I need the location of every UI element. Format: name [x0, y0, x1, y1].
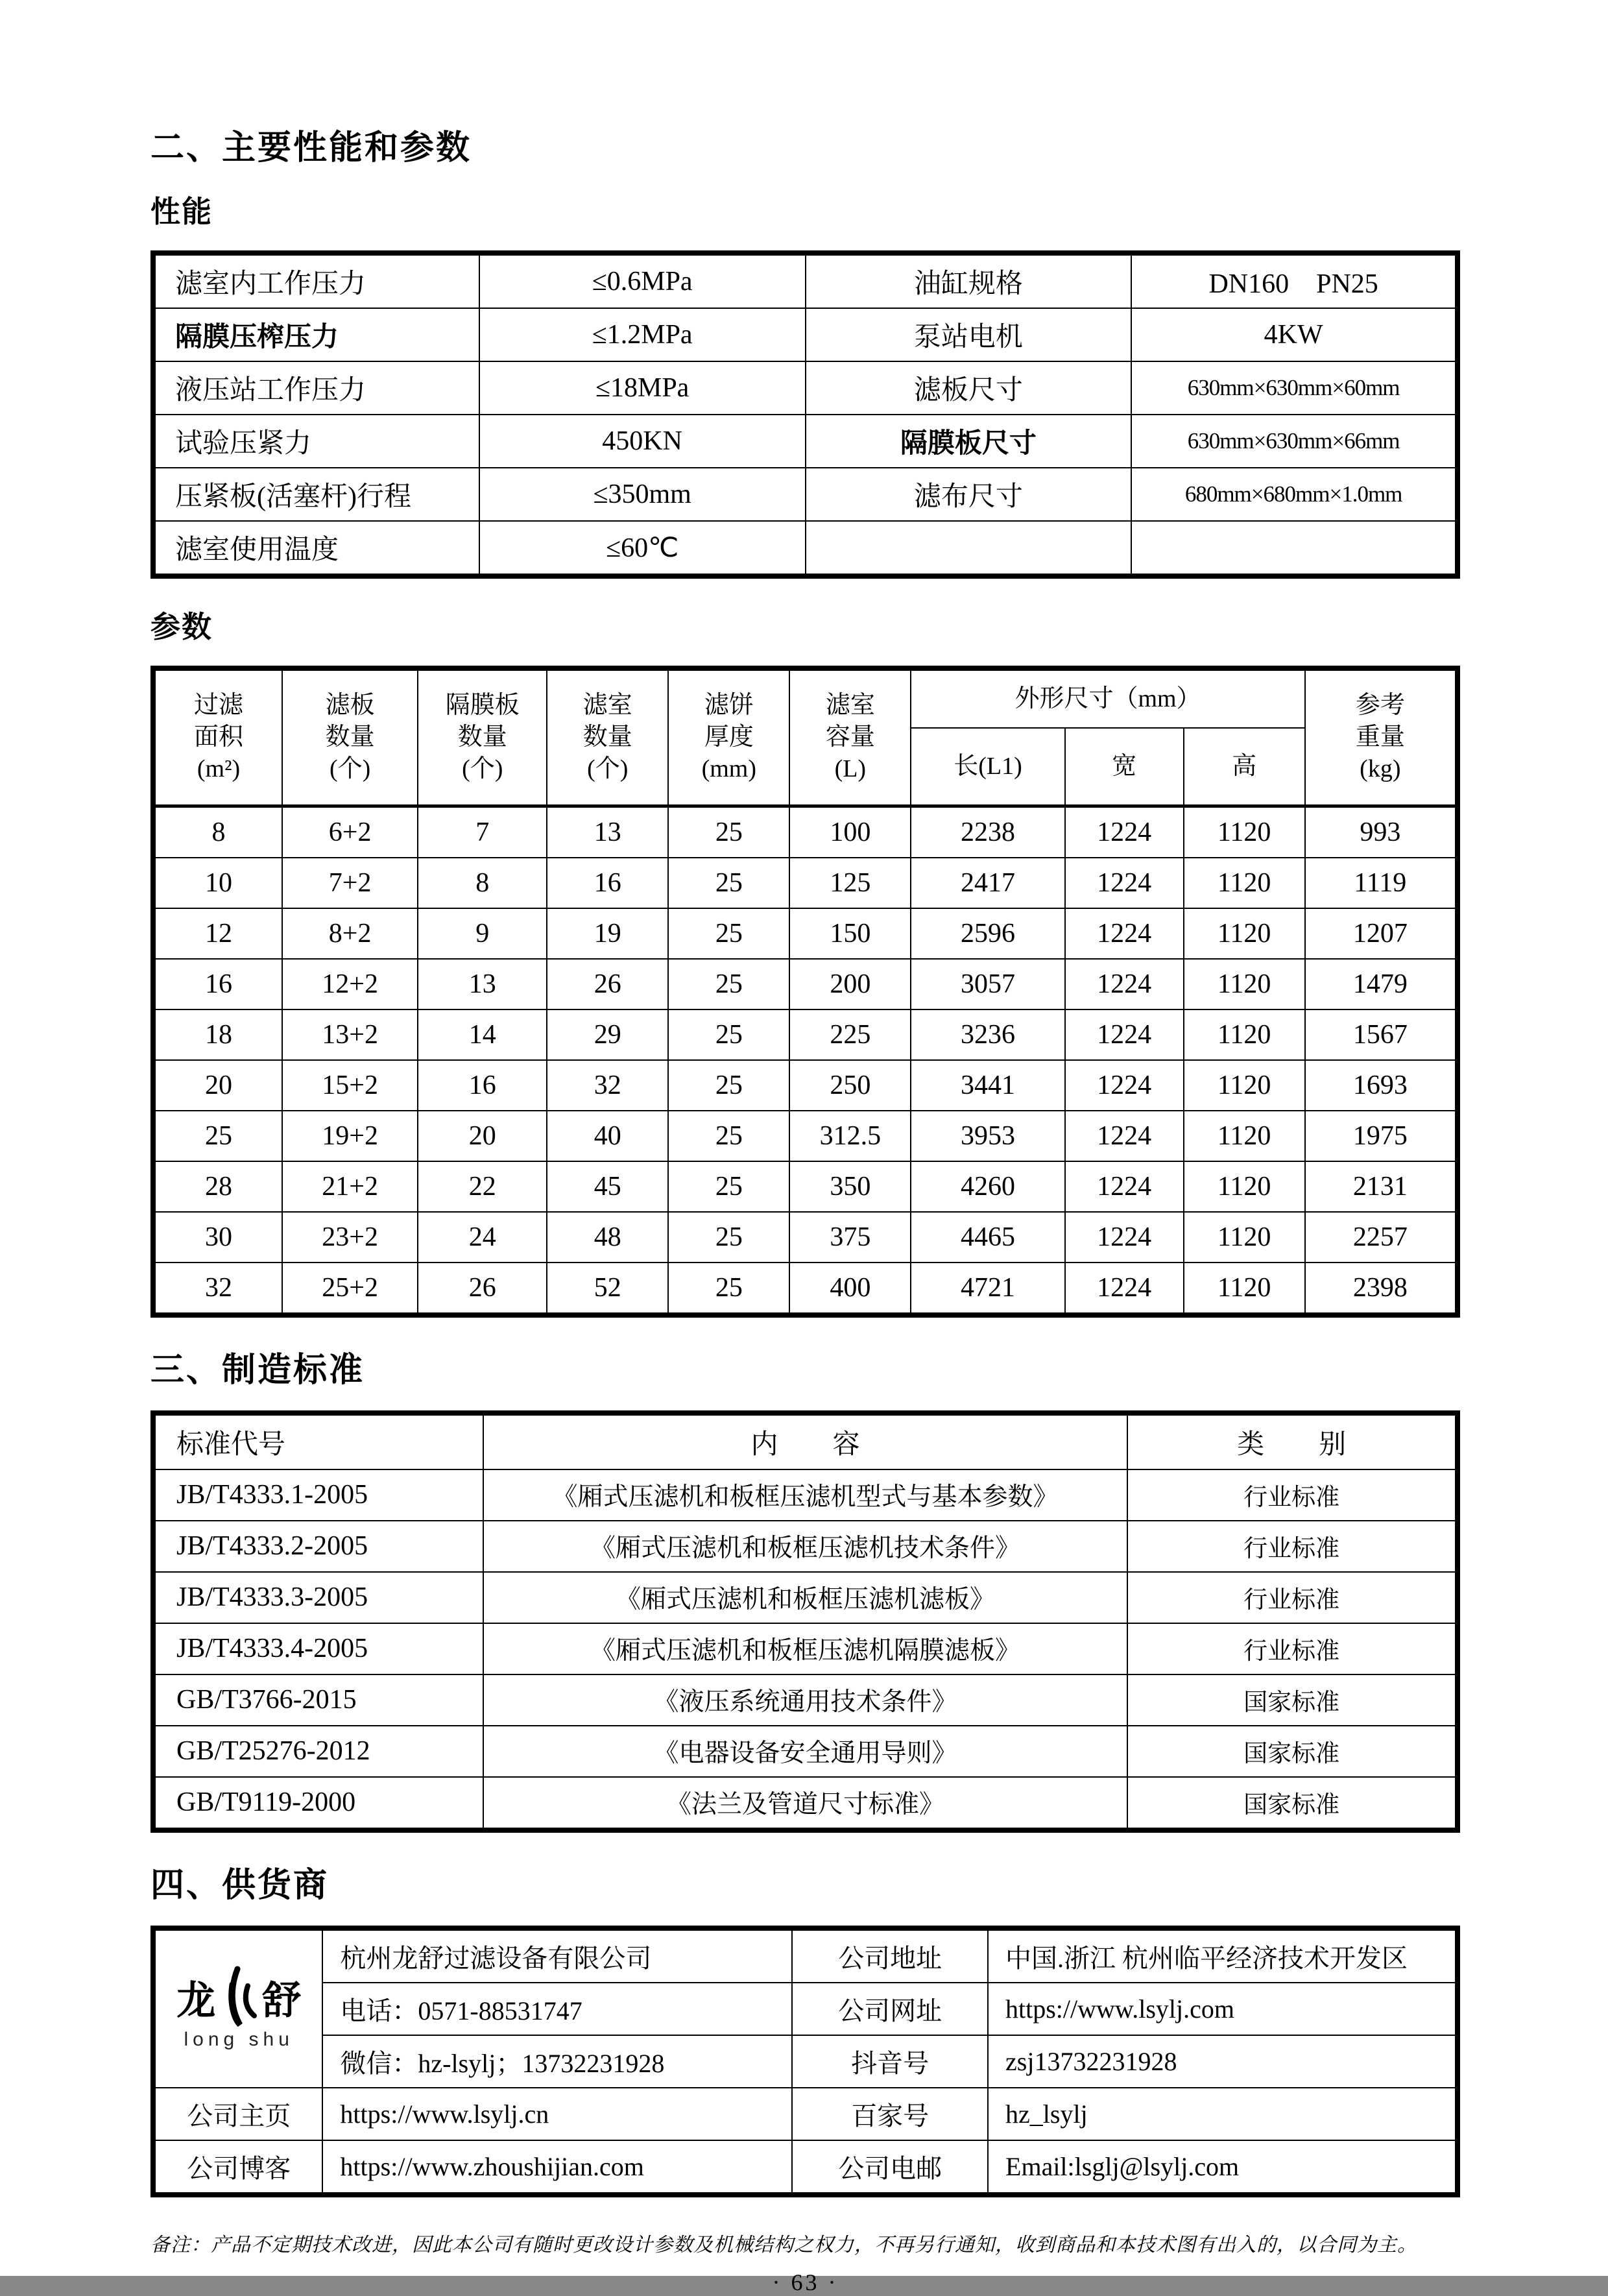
table-row [153, 1469, 1458, 1521]
table-cell: 行业标准 [1127, 1521, 1458, 1572]
table-row [153, 806, 1458, 858]
perf-value: 630mm×630mm×66mm [1131, 415, 1458, 468]
table-cell: JB/T4333.4-2005 [153, 1623, 483, 1674]
subsection-performance: 性能 [150, 195, 213, 228]
table-cell: 《液压系统通用技术条件》 [483, 1674, 1127, 1726]
table-cell: 21+2 [282, 1161, 418, 1212]
table-cell: 1120 [1184, 1263, 1305, 1315]
col-header-ref-weight: 参考 重量 (kg) [1305, 668, 1458, 806]
col-header-category: 类 别 [1127, 1413, 1458, 1469]
table-row [153, 1161, 1458, 1212]
col-header-chamber-volume: 滤室 容量 (L) [789, 668, 911, 806]
table-header-row [153, 1413, 1458, 1469]
table-cell: 16 [153, 959, 282, 1009]
table-cell: 2596 [911, 908, 1064, 959]
table-cell: 9 [418, 908, 547, 959]
table-cell: 1224 [1065, 806, 1184, 858]
table-cell: 12+2 [282, 959, 418, 1009]
perf-value: ≤18MPa [479, 361, 806, 415]
table-cell: 4260 [911, 1161, 1064, 1212]
table-cell: 350 [789, 1161, 911, 1212]
table-row [153, 1009, 1458, 1060]
parameters-table [150, 666, 1460, 1318]
page-number: · 63 · [772, 2269, 839, 2295]
table-cell: 25 [668, 806, 789, 858]
wechat-value: 微信：hz-lsylj；13732231928 [322, 2035, 792, 2088]
table-cell: 25 [153, 1111, 282, 1161]
table-row [153, 1983, 1458, 2035]
table-row [153, 1674, 1458, 1726]
table-cell: 26 [547, 959, 668, 1009]
perf-value: ≤60℃ [479, 521, 806, 576]
table-cell: 1479 [1305, 959, 1458, 1009]
table-cell: 《厢式压滤机和板框压滤机滤板》 [483, 1572, 1127, 1623]
table-cell: 45 [547, 1161, 668, 1212]
table-cell: 行业标准 [1127, 1469, 1458, 1521]
table-cell: 1224 [1065, 1212, 1184, 1263]
table-cell: 国家标准 [1127, 1726, 1458, 1777]
table-row [153, 2140, 1458, 2195]
col-header-outline-dimensions: 外形尺寸（mm） [911, 668, 1304, 728]
table-cell: 1120 [1184, 1212, 1305, 1263]
logo-char-left: 龙 [176, 1979, 216, 2022]
table-cell: 22 [418, 1161, 547, 1212]
table-cell: 24 [418, 1212, 547, 1263]
baijia-value: hz_lsylj [988, 2088, 1458, 2140]
table-cell: 7 [418, 806, 547, 858]
table-cell: 18 [153, 1009, 282, 1060]
table-cell: 25 [668, 1263, 789, 1315]
col-header-chamber-count: 滤室 数量 (个) [547, 668, 668, 806]
col-header-cake-thickness: 滤饼 厚度 (mm) [668, 668, 789, 806]
company-logo [153, 1928, 322, 2088]
table-cell: 4721 [911, 1263, 1064, 1315]
table-cell: 1224 [1065, 1263, 1184, 1315]
table-cell: 23+2 [282, 1212, 418, 1263]
table-cell: 行业标准 [1127, 1623, 1458, 1674]
perf-value: 450KN [479, 415, 806, 468]
table-row [153, 253, 1458, 308]
table-cell: 1224 [1065, 858, 1184, 908]
table-cell: 13 [547, 806, 668, 858]
supplier-table [150, 1926, 1460, 2197]
table-row [153, 361, 1458, 415]
table-cell: 1224 [1065, 908, 1184, 959]
col-header-height: 高 [1184, 728, 1305, 806]
table-cell: 1119 [1305, 858, 1458, 908]
table-cell: 25 [668, 1212, 789, 1263]
table-cell: 国家标准 [1127, 1777, 1458, 1830]
logo-char-right: 舒 [262, 1979, 302, 2022]
table-cell: 4465 [911, 1212, 1064, 1263]
table-cell: 28 [153, 1161, 282, 1212]
table-cell: 1224 [1065, 959, 1184, 1009]
baijia-label: 百家号 [792, 2088, 988, 2140]
logo-romanization: long shu [184, 2029, 294, 2050]
table-row [153, 1623, 1458, 1674]
phone-value: 电话：0571-88531747 [322, 1983, 792, 2035]
table-cell: JB/T4333.2-2005 [153, 1521, 483, 1572]
longshu-brush-stroke-icon [218, 1966, 259, 2029]
table-cell: 1120 [1184, 959, 1305, 1009]
table-cell: 125 [789, 858, 911, 908]
table-cell: 《电器设备安全通用导则》 [483, 1726, 1127, 1777]
table-cell: 13+2 [282, 1009, 418, 1060]
table-cell: 10 [153, 858, 282, 908]
table-cell: 8 [418, 858, 547, 908]
table-cell: 《厢式压滤机和板框压滤机型式与基本参数》 [483, 1469, 1127, 1521]
douyin-label: 抖音号 [792, 2035, 988, 2088]
table-cell: GB/T9119-2000 [153, 1777, 483, 1830]
perf-value: 680mm×680mm×1.0mm [1131, 468, 1458, 521]
perf-label: 滤室内工作压力 [153, 253, 479, 308]
table-row [153, 1777, 1458, 1830]
table-row [153, 415, 1458, 468]
table-cell: 3953 [911, 1111, 1064, 1161]
col-header-standard-code: 标准代号 [153, 1413, 483, 1469]
table-cell: 250 [789, 1060, 911, 1111]
table-cell: 《法兰及管道尺寸标准》 [483, 1777, 1127, 1830]
section-title-main: 二、主要性能和参数 [150, 130, 472, 167]
table-row [153, 1212, 1458, 1263]
table-cell: 29 [547, 1009, 668, 1060]
perf-label: 滤布尺寸 [806, 468, 1132, 521]
performance-table [150, 250, 1460, 579]
website-value: https://www.lsylj.com [988, 1983, 1458, 2035]
table-cell: 15+2 [282, 1060, 418, 1111]
table-cell: 25 [668, 1111, 789, 1161]
table-row [153, 959, 1458, 1009]
footer-note: 备注：产品不定期技术改进，因此本公司有随时更改设计参数及机械结构之权力，不再另行通知，收到商品和本技术图有出入的，以合同为主。 [150, 2234, 1417, 2256]
perf-value [1131, 521, 1458, 576]
table-cell: 25 [668, 908, 789, 959]
table-cell: 52 [547, 1263, 668, 1315]
table-cell: 1120 [1184, 1161, 1305, 1212]
blog-value: https://www.zhoushijian.com [322, 2140, 792, 2195]
table-cell: 20 [418, 1111, 547, 1161]
table-row [153, 1263, 1458, 1315]
table-cell: 《厢式压滤机和板框压滤机隔膜滤板》 [483, 1623, 1127, 1674]
table-cell: 1120 [1184, 908, 1305, 959]
table-cell: 16 [418, 1060, 547, 1111]
email-value: Email:lsglj@lsylj.com [988, 2140, 1458, 2195]
table-cell: 25 [668, 1161, 789, 1212]
table-cell: 1120 [1184, 1060, 1305, 1111]
table-cell: 国家标准 [1127, 1674, 1458, 1726]
table-cell: 2131 [1305, 1161, 1458, 1212]
table-cell: 1693 [1305, 1060, 1458, 1111]
table-cell: 30 [153, 1212, 282, 1263]
table-cell: 1567 [1305, 1009, 1458, 1060]
blog-label: 公司博客 [153, 2140, 322, 2195]
table-cell: 8 [153, 806, 282, 858]
homepage-label: 公司主页 [153, 2088, 322, 2140]
perf-label: 试验压紧力 [153, 415, 479, 468]
table-cell: 1224 [1065, 1161, 1184, 1212]
table-cell: GB/T25276-2012 [153, 1726, 483, 1777]
table-row [153, 908, 1458, 959]
table-row [153, 1928, 1458, 1983]
table-cell: 32 [547, 1060, 668, 1111]
table-row [153, 308, 1458, 361]
table-cell: 12 [153, 908, 282, 959]
table-cell: 3057 [911, 959, 1064, 1009]
table-cell: 375 [789, 1212, 911, 1263]
company-name: 杭州龙舒过滤设备有限公司 [322, 1928, 792, 1983]
table-cell: 《厢式压滤机和板框压滤机技术条件》 [483, 1521, 1127, 1572]
perf-label: 液压站工作压力 [153, 361, 479, 415]
perf-value: 4KW [1131, 308, 1458, 361]
table-cell: 行业标准 [1127, 1572, 1458, 1623]
perf-label: 油缸规格 [806, 253, 1132, 308]
perf-value: ≤0.6MPa [479, 253, 806, 308]
perf-value: ≤1.2MPa [479, 308, 806, 361]
table-row [153, 2035, 1458, 2088]
perf-label: 滤板尺寸 [806, 361, 1132, 415]
table-cell: 1224 [1065, 1111, 1184, 1161]
table-cell: 2238 [911, 806, 1064, 858]
douyin-value: zsj13732231928 [988, 2035, 1458, 2088]
section-title-supplier: 四、供货商 [150, 1867, 330, 1904]
table-cell: 1975 [1305, 1111, 1458, 1161]
parameters-table-body [153, 806, 1458, 1315]
table-cell: 25+2 [282, 1263, 418, 1315]
table-cell: 1120 [1184, 858, 1305, 908]
subsection-params: 参数 [150, 610, 213, 644]
table-cell: 1120 [1184, 1111, 1305, 1161]
perf-label: 隔膜板尺寸 [806, 415, 1132, 468]
table-cell: 25 [668, 1009, 789, 1060]
col-header-membrane-plate-count: 隔膜板 数量 (个) [418, 668, 547, 806]
table-cell: 25 [668, 858, 789, 908]
col-header-plate-count: 滤板 数量 (个) [282, 668, 418, 806]
table-cell: 14 [418, 1009, 547, 1060]
perf-label: 滤室使用温度 [153, 521, 479, 576]
section-title-standards: 三、制造标准 [150, 1351, 365, 1389]
table-row [153, 521, 1458, 576]
table-cell: 1120 [1184, 1009, 1305, 1060]
table-cell: 7+2 [282, 858, 418, 908]
table-cell: 19+2 [282, 1111, 418, 1161]
table-cell: 25 [668, 959, 789, 1009]
table-row [153, 468, 1458, 521]
table-cell: 48 [547, 1212, 668, 1263]
table-cell: 8+2 [282, 908, 418, 959]
table-cell: 13 [418, 959, 547, 1009]
table-cell: 2417 [911, 858, 1064, 908]
standards-table [150, 1410, 1460, 1833]
table-cell: 312.5 [789, 1111, 911, 1161]
table-row [153, 1572, 1458, 1623]
table-cell: 1207 [1305, 908, 1458, 959]
table-row [153, 1521, 1458, 1572]
table-cell: 40 [547, 1111, 668, 1161]
perf-label: 泵站电机 [806, 308, 1132, 361]
table-cell: 100 [789, 806, 911, 858]
table-row [153, 858, 1458, 908]
table-cell: 400 [789, 1263, 911, 1315]
table-cell: 25 [668, 1060, 789, 1111]
table-cell: 2398 [1305, 1263, 1458, 1315]
table-row [153, 1060, 1458, 1111]
table-cell: 1224 [1065, 1060, 1184, 1111]
email-label: 公司电邮 [792, 2140, 988, 2195]
col-header-content: 内 容 [483, 1413, 1127, 1469]
table-cell: JB/T4333.1-2005 [153, 1469, 483, 1521]
perf-value: ≤350mm [479, 468, 806, 521]
perf-label [806, 521, 1132, 576]
table-row [153, 2088, 1458, 2140]
table-cell: 993 [1305, 806, 1458, 858]
website-label: 公司网址 [792, 1983, 988, 2035]
table-cell: 26 [418, 1263, 547, 1315]
table-cell: GB/T3766-2015 [153, 1674, 483, 1726]
table-cell: 3441 [911, 1060, 1064, 1111]
table-cell: 1120 [1184, 806, 1305, 858]
table-cell: 16 [547, 858, 668, 908]
standards-table-body [153, 1469, 1458, 1830]
table-cell: JB/T4333.3-2005 [153, 1572, 483, 1623]
col-header-length: 长(L1) [911, 728, 1064, 806]
table-cell: 3236 [911, 1009, 1064, 1060]
table-cell: 32 [153, 1263, 282, 1315]
table-cell: 20 [153, 1060, 282, 1111]
table-cell: 6+2 [282, 806, 418, 858]
table-cell: 150 [789, 908, 911, 959]
table-row [153, 1111, 1458, 1161]
perf-label: 隔膜压榨压力 [153, 308, 479, 361]
col-header-filter-area: 过滤 面积 (m²) [153, 668, 282, 806]
address-label: 公司地址 [792, 1928, 988, 1983]
perf-value: DN160 PN25 [1131, 253, 1458, 308]
table-cell: 19 [547, 908, 668, 959]
table-cell: 1224 [1065, 1009, 1184, 1060]
table-cell: 2257 [1305, 1212, 1458, 1263]
address-value: 中国.浙江 杭州临平经济技术开发区 [988, 1928, 1458, 1983]
homepage-value: https://www.lsylj.cn [322, 2088, 792, 2140]
table-header-row [153, 668, 1458, 728]
col-header-width: 宽 [1065, 728, 1184, 806]
table-row [153, 1726, 1458, 1777]
perf-label: 压紧板(活塞杆)行程 [153, 468, 479, 521]
perf-value: 630mm×630mm×60mm [1131, 361, 1458, 415]
table-cell: 225 [789, 1009, 911, 1060]
table-cell: 200 [789, 959, 911, 1009]
